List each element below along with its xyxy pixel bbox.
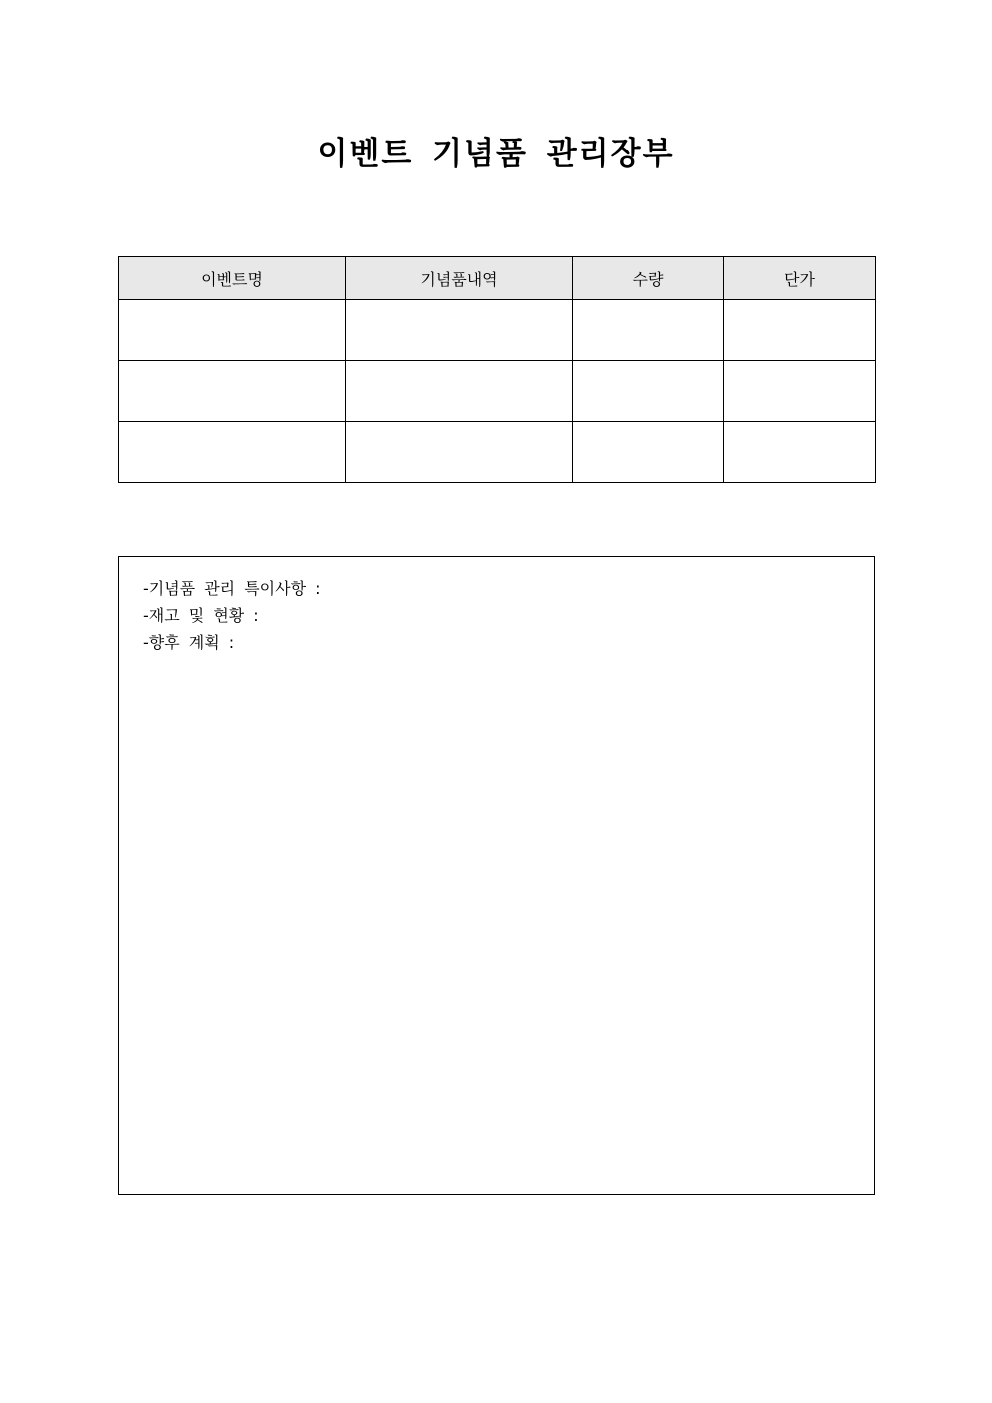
page-title: 이벤트 기념품 관리장부 xyxy=(317,136,675,172)
cell-unit-price[interactable] xyxy=(724,300,876,361)
cell-quantity[interactable] xyxy=(573,422,724,483)
note-future-plan: -향후 계획 : xyxy=(143,633,235,652)
table-row xyxy=(119,361,876,422)
table-row xyxy=(119,422,876,483)
cell-event-name[interactable] xyxy=(119,361,346,422)
header-souvenir-details: 기념품내역 xyxy=(346,257,573,300)
table-header-row xyxy=(119,257,876,300)
note-special-remarks: -기념품 관리 특이사항 : xyxy=(143,579,321,598)
header-event-name: 이벤트명 xyxy=(119,257,346,300)
notes-list xyxy=(143,575,321,656)
header-unit-price: 단가 xyxy=(724,257,876,300)
cell-quantity[interactable] xyxy=(573,361,724,422)
souvenir-ledger-table xyxy=(118,256,876,483)
cell-souvenir-details[interactable] xyxy=(346,300,573,361)
cell-unit-price[interactable] xyxy=(724,361,876,422)
header-quantity: 수량 xyxy=(573,257,724,300)
notes-box[interactable] xyxy=(118,556,875,1195)
cell-event-name[interactable] xyxy=(119,422,346,483)
cell-quantity[interactable] xyxy=(573,300,724,361)
cell-unit-price[interactable] xyxy=(724,422,876,483)
cell-souvenir-details[interactable] xyxy=(346,422,573,483)
table-row xyxy=(119,300,876,361)
note-inventory-status: -재고 및 현황 : xyxy=(143,606,259,625)
cell-event-name[interactable] xyxy=(119,300,346,361)
cell-souvenir-details[interactable] xyxy=(346,361,573,422)
